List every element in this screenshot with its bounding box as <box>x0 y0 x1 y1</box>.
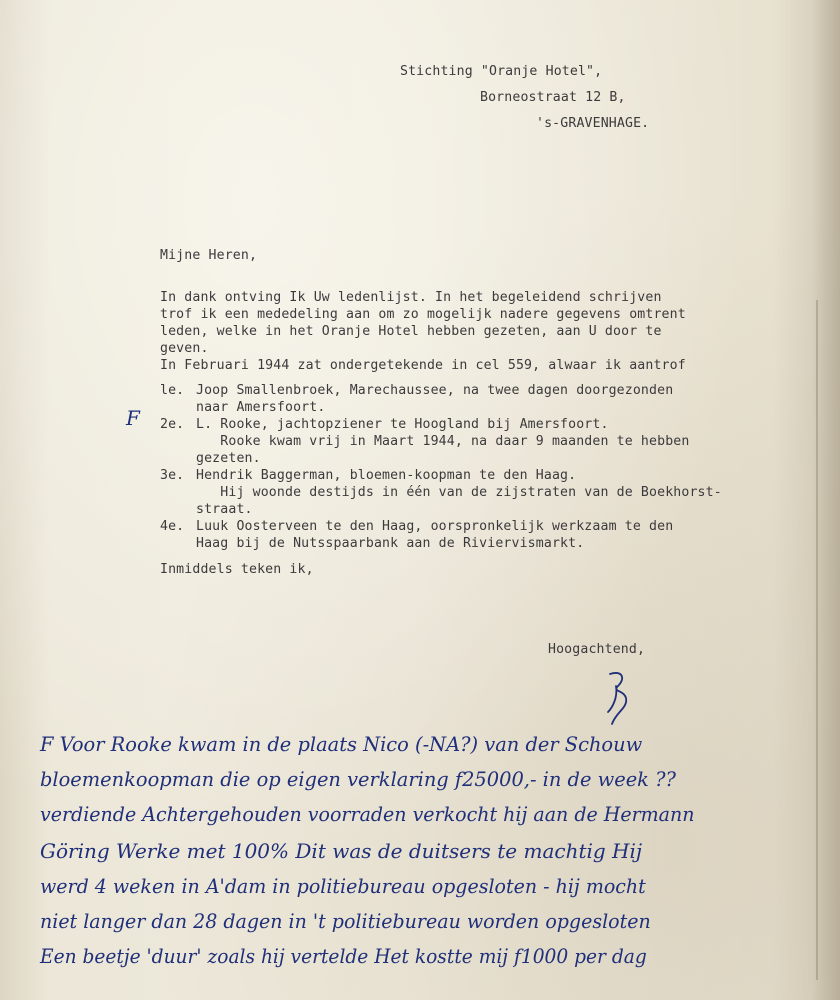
closing-line: Inmiddels teken ik, <box>160 562 314 577</box>
list-item-line: Joop Smallenbroek, Marechaussee, na twee dagen doorgezonden <box>196 383 674 398</box>
handwritten-line: verdiende Achtergehouden voorraden verkocht hij aan de Hermann <box>40 802 695 826</box>
list-item-line: Hendrik Baggerman, bloemen-koopman te den Haag. <box>196 468 577 483</box>
body-line: geven. <box>160 341 209 356</box>
list-item-line: Hij woonde destijds in één van de zijstraten van de Boekhorst- <box>196 485 722 500</box>
handwritten-line: werd 4 weken in A'dam in politiebureau opgesloten - hij mocht <box>40 874 646 898</box>
list-item-number: 3e. <box>160 468 185 483</box>
body-line: trof ik een mededeling aan om zo mogelijk nadere gegevens omtrent <box>160 307 686 322</box>
handwritten-line: Göring Werke met 100% Dit was de duitsers te machtig Hij <box>40 839 643 863</box>
list-item-line: gezeten. <box>196 451 261 466</box>
list-item-line: Rooke kwam vrij in Maart 1944, na daar 9 maanden te hebben <box>196 434 690 449</box>
signoff: Hoogachtend, <box>548 642 646 657</box>
list-item-line: Luuk Oosterveen te den Haag, oorspronkelijk werkzaam te den <box>196 519 674 534</box>
letterhead-street: Borneostraat 12 B, <box>480 90 626 105</box>
handwritten-line: F Voor Rooke kwam in de plaats Nico (-NA?) van der Schouw <box>40 732 643 756</box>
paper-crease <box>816 300 818 980</box>
list-item-number: 2e. <box>160 417 185 432</box>
letterhead-city: 's-GRAVENHAGE. <box>536 116 650 131</box>
handwritten-signature-mark <box>596 668 636 728</box>
body-line: leden, welke in het Oranje Hotel hebben gezeten, aan U door te <box>160 324 662 339</box>
list-item-line: naar Amersfoort. <box>196 400 326 415</box>
handwritten-line: niet langer dan 28 dagen in 't politiebureau worden opgesloten <box>40 909 651 933</box>
list-item-line: Haag bij de Nutsspaarbank aan de Riviervismarkt. <box>196 536 585 551</box>
body-line: In dank ontving Ik Uw ledenlijst. In het begeleidend schrijven <box>160 290 662 305</box>
salutation: Mijne Heren, <box>160 248 258 263</box>
body-line: In Februari 1944 zat ondergetekende in cel 559, alwaar ik aantrof <box>160 358 686 373</box>
handwritten-line: Een beetje 'duur' zoals hij vertelde Het kostte mij f1000 per dag <box>40 944 647 968</box>
handwritten-line: bloemenkoopman die op eigen verklaring f25000,- in de week ?? <box>40 767 676 791</box>
list-item-number: 4e. <box>160 519 185 534</box>
list-item-number: le. <box>160 383 185 398</box>
list-item-line: straat. <box>196 502 253 517</box>
margin-marker-f: F <box>126 406 140 430</box>
list-item-line: L. Rooke, jachtopziener te Hoogland bij Amersfoort. <box>196 417 609 432</box>
letterhead-foundation: Stichting "Oranje Hotel", <box>400 64 603 79</box>
